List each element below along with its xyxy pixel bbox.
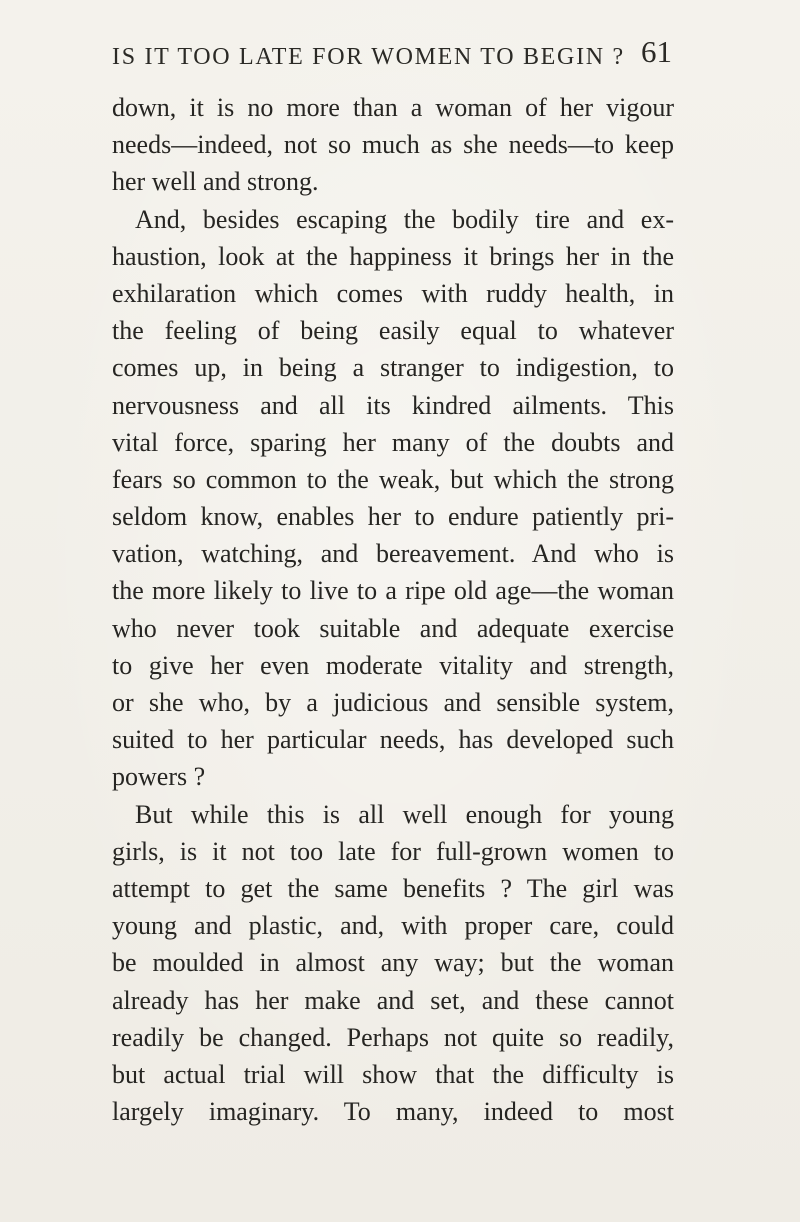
text-line-3: her well and strong. [112,167,319,197]
text-line-8: comes up, in being a stranger to indigestion, to [112,353,674,383]
text-line-24: be moulded in almost any way; but the woman [112,948,674,978]
text-line-15: who never took suitable and adequate exercise [112,613,674,643]
text-line-17: or she who, by a judicious and sensible system, [112,688,674,717]
text-line-10: vital force, sparing her many of the doubts and [112,427,674,457]
text-line-9: nervousness and all its kindred ailments. This [112,390,674,420]
text-line-12: seldom know, enables her to endure patiently pri- [112,502,674,532]
running-title: IS IT TOO LATE FOR WOMEN TO BEGIN ? [112,44,625,70]
text-line-22: attempt to get the same benefits ? The girl was [112,873,674,903]
text-line-27: but actual trial will show that the difficulty is [112,1059,674,1089]
page-number: 61 [641,34,672,69]
text-line-26: readily be changed. Perhaps not quite so readily, [112,1022,674,1052]
text-line-1: down, it is no more than a woman of her vigour [112,93,674,122]
text-line-13: vation, watching, and bereavement. And who is [112,539,674,569]
text-line-19: powers ? [112,762,206,792]
text-line-21: girls, is it not too late for full-grown women to [112,836,674,866]
body-text [112,89,674,1130]
text-line-18: suited to her particular needs, has developed such [112,725,674,755]
text-line-6: exhilaration which comes with ruddy health, in [112,278,674,308]
text-line-7: the feeling of being easily equal to whatever [112,316,674,346]
text-line-4: And, besides escaping the bodily tire and ex- [135,204,674,234]
text-line-28: largely imaginary. To many, indeed to most [112,1097,674,1127]
text-line-11: fears so common to the weak, but which the strong [112,464,674,494]
text-line-16: to give her even moderate vitality and strength, [112,650,674,680]
text-line-2: needs—indeed, not so much as she needs—to keep [112,130,674,160]
text-line-25: already has her make and set, and these cannot [112,985,674,1015]
text-line-14: the more likely to live to a ripe old age—the woman [112,576,674,606]
text-line-5: haustion, look at the happiness it brings her in the [112,241,674,271]
text-line-23: young and plastic, and, with proper care, could [112,911,674,941]
running-head [112,34,672,84]
text-line-20: But while this is all well enough for young [135,799,674,829]
